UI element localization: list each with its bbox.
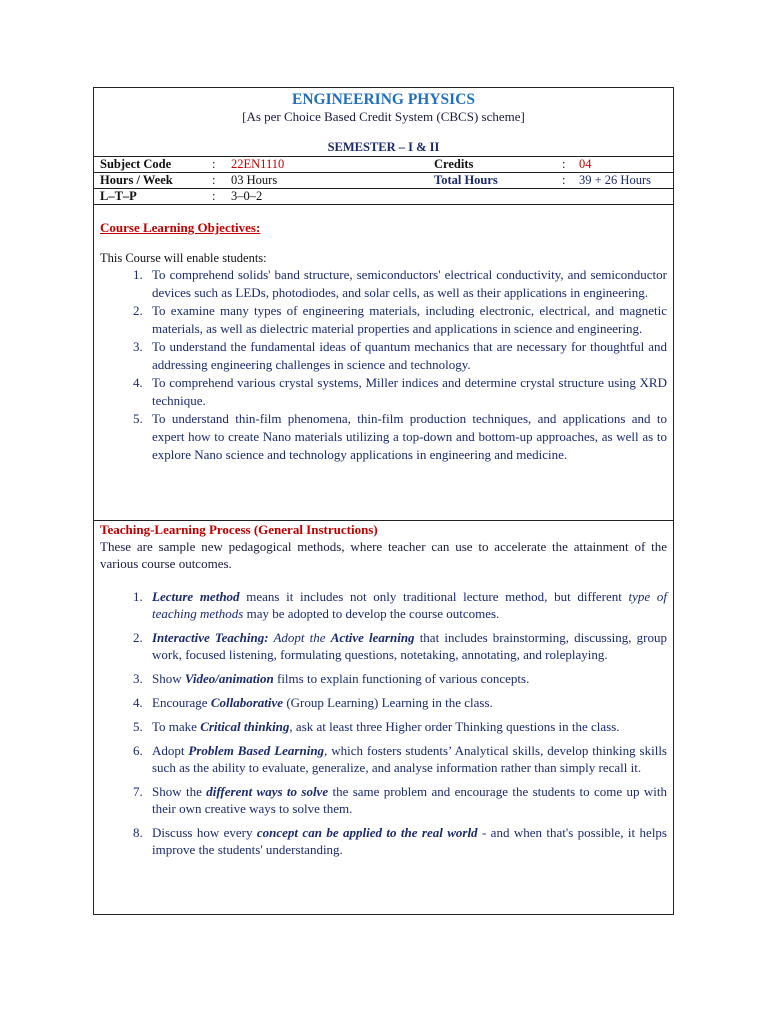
course-title: ENGINEERING PHYSICS — [291, 91, 476, 108]
list-item: 5. To understand thin-film phenomena, thin-film production techniques, and applications and to expert how to create Nano materials utilizing a top-down and bottom-up approaches, as well as to explore Nano science and technology applications in engineering and medicine. — [146, 410, 667, 464]
list-item: 3. To understand the fundamental ideas of quantum mechanics that are necessary for thoughtful and addressing engineering challenges in science and technology. — [146, 338, 667, 374]
list-item: 6. Adopt Problem Based Learning, which fosters students’ Analytical skills, develop thinking skills such as the ability to evaluate, generalize, and analyse information rather than simply recall it. — [146, 742, 667, 776]
objectives-heading: Course Learning Objectives: — [100, 220, 261, 235]
list-item: 2. To examine many types of engineering materials, including electronic, electrical, and magnetic materials, as well as dielectric material properties and applications in science and engineering. — [146, 302, 667, 338]
semester-label: SEMESTER – I & II — [327, 140, 440, 154]
list-item: 4. To comprehend various crystal systems, Miller indices and determine crystal structure using XRD technique. — [146, 374, 667, 410]
subject-code-label: Subject Code — [100, 157, 172, 171]
syllabus-page — [93, 87, 674, 915]
colon: : — [212, 157, 216, 171]
credits-value: 04 — [579, 157, 592, 171]
divider — [94, 520, 673, 521]
colon: : — [562, 173, 566, 187]
ltp-value: 3–0–2 — [231, 189, 263, 203]
colon: : — [212, 173, 216, 187]
list-item: 2. Interactive Teaching: Adopt the Active learning that includes brainstorming, discussing, group work, focused listening, formulating questions, notetaking, annotating, and roleplaying. — [146, 629, 667, 663]
total-hours-value: 39 + 26 Hours — [579, 173, 651, 187]
colon: : — [562, 157, 566, 171]
list-item: 3. Show Video/animation films to explain functioning of various concepts. — [146, 670, 667, 687]
objectives-intro: This Course will enable students: — [100, 251, 267, 265]
list-item: 1. To comprehend solids' band structure, semiconductors' electrical conductivity, and semiconductor devices such as LEDs, photodiodes, and solar cells, as well as their applications in engineering. — [146, 266, 667, 302]
course-objectives-section — [100, 220, 667, 464]
course-subtitle: [As per Choice Based Credit System (CBCS) scheme] — [242, 109, 525, 124]
colon: : — [212, 189, 216, 203]
subject-code-value: 22EN1110 — [231, 157, 285, 171]
divider — [94, 188, 673, 189]
list-item: 7. Show the different ways to solve the same problem and encourage the students to come up with their own creative ways to solve them. — [146, 783, 667, 817]
divider — [94, 204, 673, 205]
teaching-methods-list — [100, 588, 667, 858]
course-info-table — [100, 156, 669, 204]
ltp-label: L–T–P — [100, 189, 137, 203]
credits-label: Credits — [434, 157, 474, 171]
hours-week-label: Hours / Week — [100, 173, 173, 187]
list-item: 8. Discuss how every concept can be applied to the real world - and when that's possible, it helps improve the students' understanding. — [146, 824, 667, 858]
list-item: 5. To make Critical thinking, ask at least three Higher order Thinking questions in the class. — [146, 718, 667, 735]
divider — [94, 172, 673, 173]
total-hours-label: Total Hours — [434, 173, 498, 187]
teaching-learning-section — [100, 522, 667, 865]
hours-week-value: 03 Hours — [231, 173, 278, 187]
teaching-heading: Teaching-Learning Process (General Instructions) — [100, 522, 378, 537]
list-item: 4. Encourage Collaborative (Group Learning) Learning in the class. — [146, 694, 667, 711]
objectives-list — [100, 266, 667, 464]
teaching-intro: These are sample new pedagogical methods, where teacher can use to accelerate the attainment of the various course outcomes. — [100, 539, 667, 571]
list-item: 1. Lecture method means it includes not only traditional lecture method, but different type of teaching methods may be adopted to develop the course outcomes. — [146, 588, 667, 622]
